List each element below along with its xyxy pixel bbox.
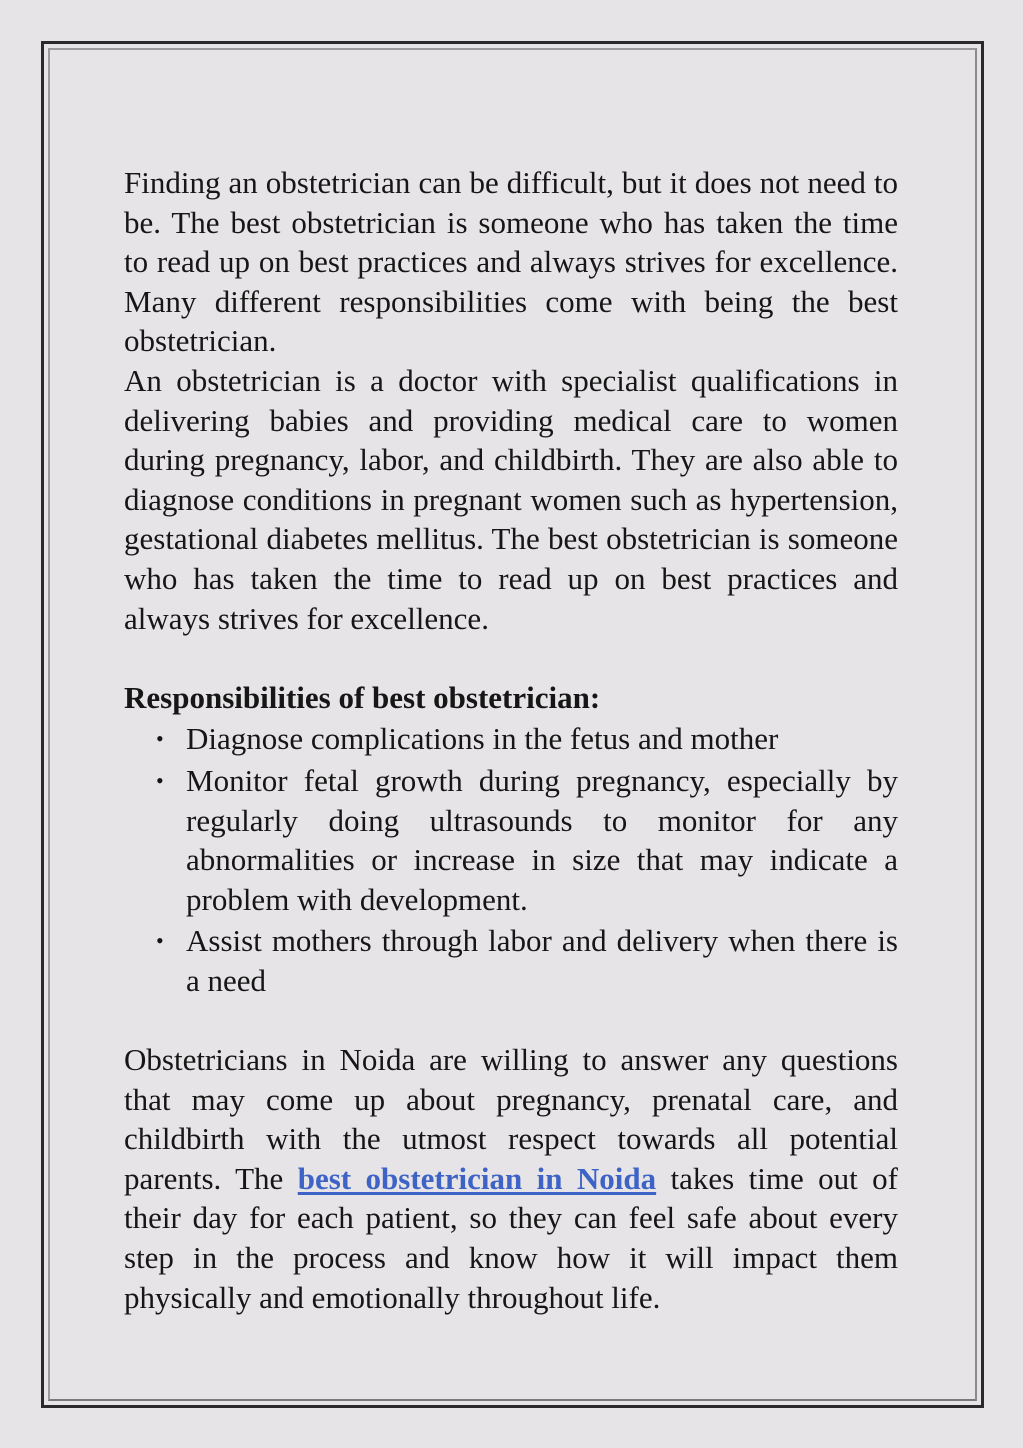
- list-item-text: Monitor fetal growth during pregnancy, especially by regularly doing ultrasounds to monitor for any abnormalities or increase in size that may indicate a problem with development.: [186, 762, 898, 917]
- intro-paragraph-1: Finding an obstetrician can be difficult, but it does not need to be. The best obstetrician is someone who has taken the time to read up on best practices and always strives for excellence. Many different responsibilities come with being the best obstetrician.: [124, 165, 898, 359]
- closing-text-after-link: takes time out of their day for each patient, so they can feel safe about every step in the process and know how it will impact them physically and emotionally throughout life.: [124, 1160, 899, 1315]
- spacer: [124, 638, 898, 678]
- list-item-text: Assist mothers through labor and delivery when there is a need: [186, 923, 898, 998]
- spacer: [124, 1000, 898, 1040]
- list-item: [124, 719, 898, 759]
- list-item: [124, 921, 898, 1000]
- closing-paragraph: [124, 1040, 898, 1317]
- list-item: [124, 761, 898, 919]
- closing-text-before-link: Obstetricians in Noida are willing to answer any questions that may come up about pregnancy, prenatal care, and childbirth with the utmost respect towards all potential parents. The: [124, 1042, 898, 1196]
- list-item-text: Diagnose complications in the fetus and mother: [186, 721, 779, 757]
- document-body: [124, 163, 898, 1317]
- intro-paragraph-2: An obstetrician is a doctor with specialist qualifications in delivering babies and providing medical care to women during pregnancy, labor, and childbirth. They are also able to diagnose conditions in pregnant women such as hypertension, gestational diabetes mellitus. The best obstetrician is someone who has taken the time to read up on best practices and always strives for excellence.: [124, 362, 898, 636]
- responsibilities-list: [124, 719, 898, 1000]
- bullet-icon: •: [156, 726, 164, 752]
- bullet-icon: •: [156, 767, 164, 793]
- bullet-icon: •: [156, 928, 164, 954]
- best-obstetrician-link[interactable]: best obstetrician in Noida: [297, 1160, 657, 1196]
- responsibilities-heading: Responsibilities of best obstetrician:: [124, 679, 601, 715]
